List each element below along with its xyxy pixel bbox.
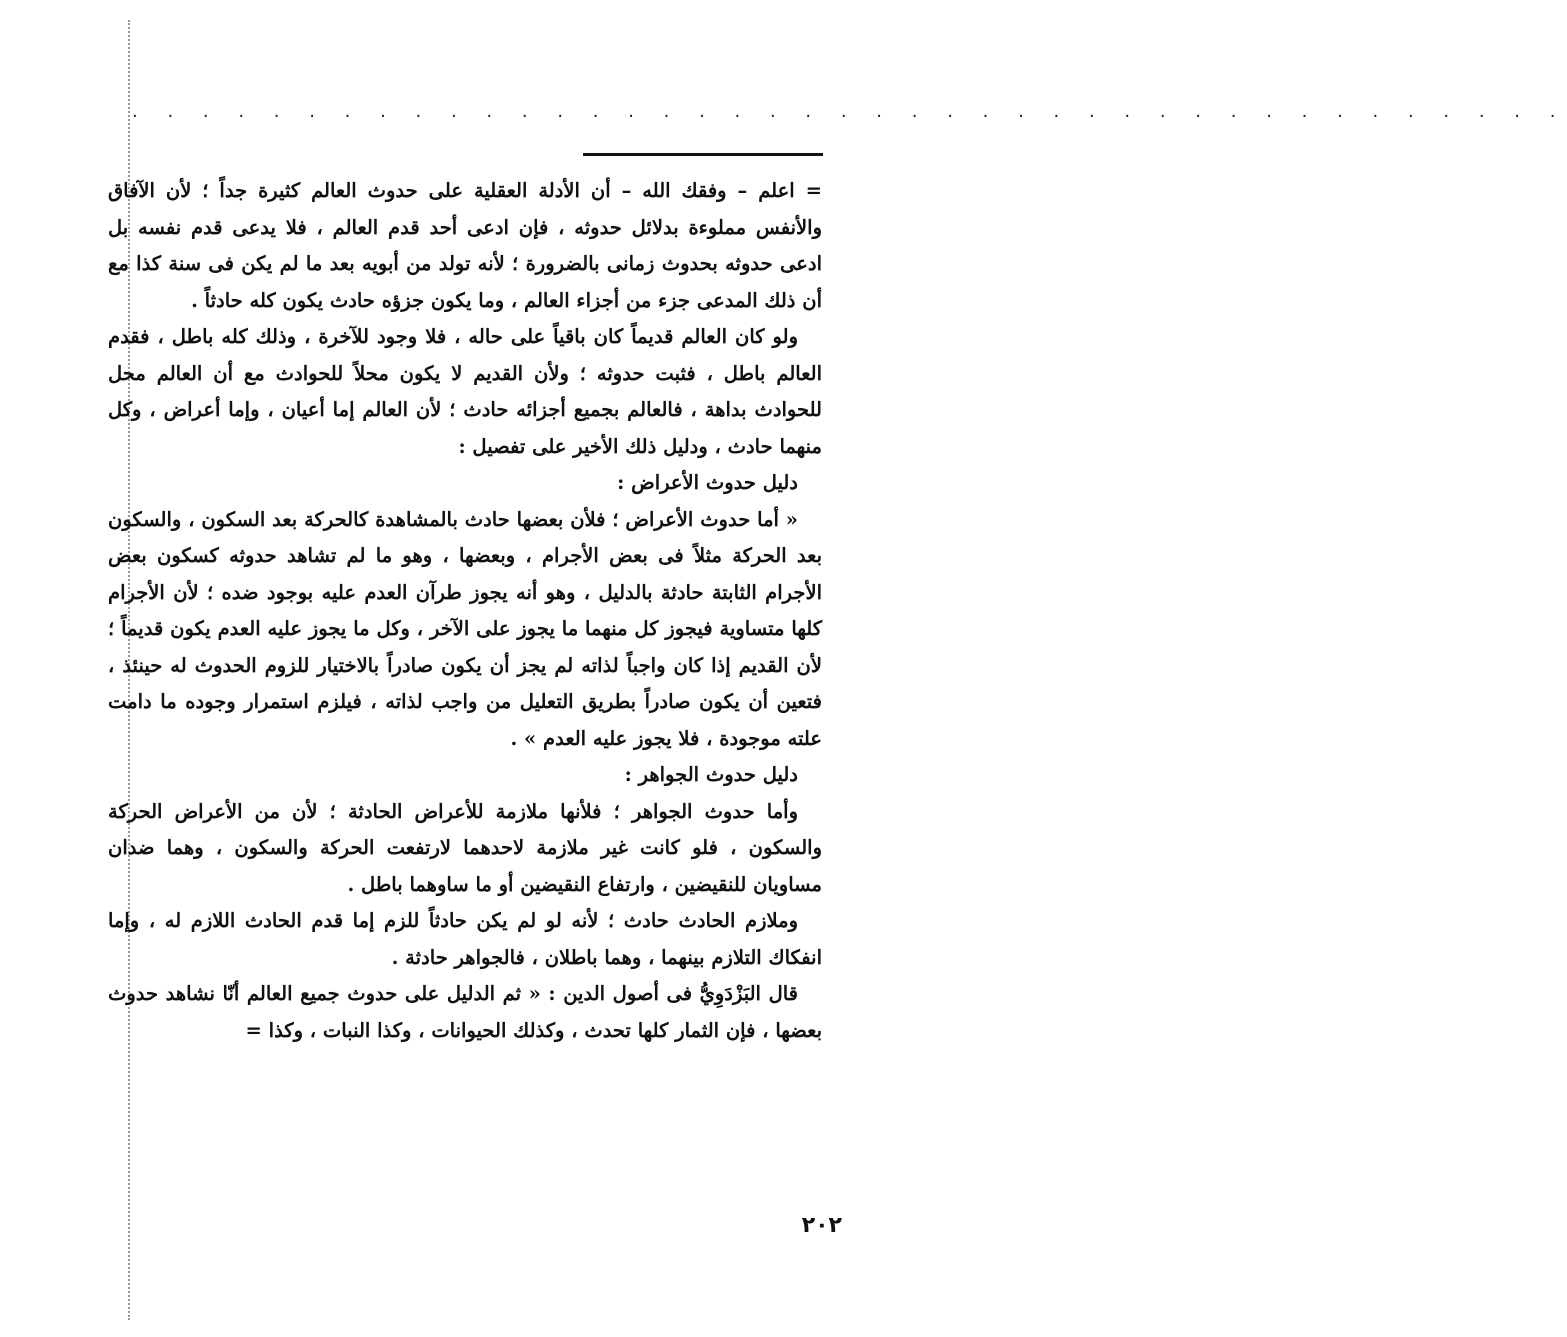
page-number: ٢٠٢ xyxy=(801,1213,842,1238)
paragraph-1: = اعلم – وفقك الله – أن الأدلة العقلية على حدوث العالم كثيرة جداً ؛ لأن الآفاق والأنفس مملوءة بدلائل حدوثه ، فإن ادعى أحد قدم العالم ، فلا يدعى قدم نفسه بل ادعى حدوثه بحدوث زمانى بالضرورة ؛ لأنه تولد من أبويه بعد ما لم يكن فى سنة كذا مع أن ذلك المدعى جزء من أجزاء العالم ، وما يكون جزؤه حادث يكون كله حادثاً . xyxy=(108,179,822,312)
heading-substances: دليل حدوث الجواهر : xyxy=(624,763,798,786)
paragraph-2: ولو كان العالم قديماً كان باقياً على حاله ، فلا وجود للآخرة ، وذلك كله باطل ، فقدم العالم باطل ، فثبت حدوثه ؛ ولأن القديم لا يكون محلاً للحوادث مع أن العالم محل للحوادث بداهة ، فالعالم بجميع أجزائه حادث ؛ لأن العالم إما أعيان ، وإما أعراض ، وكل منهما حادث ، ودليل ذلك الأخير على تفصيل : xyxy=(108,325,822,458)
paragraph-4: وأما حدوث الجواهر ؛ فلأنها ملازمة للأعراض الحادثة ؛ لأن من الأعراض الحركة والسكون ، فلو كانت غير ملازمة لاحدهما لارتفعت الحركة والسكون ، وهما ضدان مساويان للنقيضين ، وارتفاع النقيضين أو ما ساوهما باطل . xyxy=(108,799,822,896)
paragraph-5: وملازم الحادث حادث ؛ لأنه لو لم يكن حادثاً للزم إما قدم الحادث اللازم له ، وإما انفكاك التلازم بينهما ، وهما باطلان ، فالجواهر حادثة . xyxy=(108,909,822,969)
separator-dots: · · · · · · · · · · · · · · · · · · · · · · · · · · · · · · · · · · · · · · · · · xyxy=(132,106,1567,127)
paragraph-6: قال البَزْدَوِيُّ فى أصول الدين : « ثم الدليل على حدوث جميع العالم أنّا نشاهد حدوث بعضها ، فإن الثمار كلها تحدث ، وكذلك الحيوانات ، وكذا النبات ، وكذا = xyxy=(108,982,822,1042)
footnote-text xyxy=(108,173,822,1049)
paragraph-3: « أما حدوث الأعراض ؛ فلأن بعضها حادث بالمشاهدة كالحركة بعد السكون ، والسكون بعد الحركة مثلاً فى بعض الأجرام ، وبعضها ، وهو ما لم تشاهد حدوثه كسكون بعض الأجرام الثابتة حادثة بالدليل ، وهو أنه يجوز طرآن العدم عليه بوجود ضده ؛ لأن الأجرام كلها متساوية فيجوز كل منهما ما يجوز على الآخر ، وكل ما يجوز عليه العدم يكون قديماً ؛ لأن القديم إذا كان واجباً لذاته لم يجز أن يكون صادراً بالاختيار للزوم الحدوث له حينئذ ، فتعين أن يكون صادراً بطريق التعليل من واجب لذاته ، فيلزم استمرار وجوده ما دامت علته موجودة ، فلا يجوز عليه العدم » . xyxy=(108,507,822,750)
heading-accidents: دليل حدوث الأعراض : xyxy=(617,471,798,494)
footnote-rule xyxy=(583,153,823,156)
